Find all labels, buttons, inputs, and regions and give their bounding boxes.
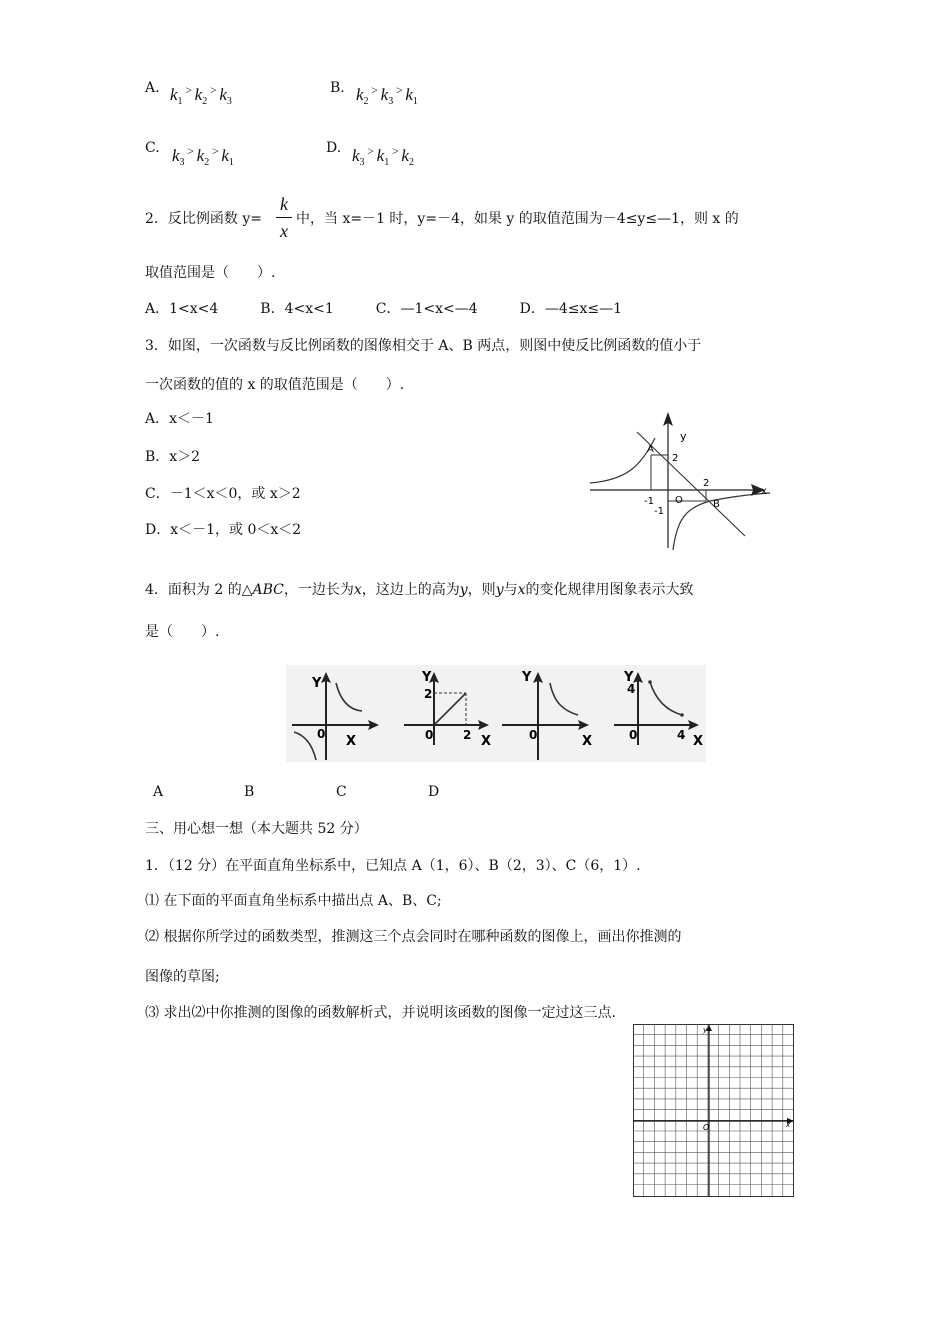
q2-lead: 2．反比例函数 y=	[145, 211, 262, 227]
q4-d-four-x: 4	[677, 728, 686, 742]
q3-option-d: D．x＜－1，或 0＜x＜2	[145, 522, 302, 538]
s3-problem-1-part-3: ⑶ 求出⑵中你推测的图像的函数解析式，并说明该函数的图像一定过这三点.	[145, 1005, 616, 1021]
q3-fig-tick-2y: 2	[672, 453, 679, 464]
q3-fig-x-label: x	[761, 486, 767, 497]
q3-fig-tick-m1x: -1	[644, 496, 654, 507]
q4-b-X: X	[481, 734, 492, 749]
q4-c-X: X	[582, 734, 593, 749]
grid-y-label: y	[703, 1026, 708, 1034]
q4-choice-c: C	[336, 784, 347, 800]
q3-option-a: A．x＜－1	[145, 411, 214, 427]
q3-fig-tick-2x: 2	[703, 478, 710, 489]
q4-d-X: X	[693, 734, 704, 749]
q3-line2: 一次函数的值的 x 的取值范围是（ ）.	[145, 377, 405, 393]
grid-origin: O	[703, 1123, 710, 1132]
q4-choice-b: B	[244, 784, 255, 800]
q4-line2: 是（ ）.	[145, 624, 220, 640]
q4-b-zero: 0	[425, 728, 434, 742]
q1-option-d-label: D.	[326, 140, 342, 156]
q4-line1: 4．面积为 2 的△ABC，一边长为x，这边上的高为y，则y与x的变化规律用图象表示大致	[145, 582, 694, 598]
q4-c-zero: 0	[529, 728, 538, 742]
q3-fig-origin: O	[675, 495, 683, 506]
q4-choice-d: D	[428, 784, 440, 800]
q1-option-c-expr: $k_3^>$ $k_2^>$ $k_1$	[172, 144, 234, 168]
q2-frac-denominator: x	[280, 221, 288, 241]
section-3-heading: 三、用心想一想（本大题共 52 分）	[145, 821, 368, 837]
q1-option-a-expr: $k_1^>$ $k_2^>$ $k_3$	[170, 83, 232, 107]
q4-c-Y: Y	[522, 670, 532, 685]
q2-frac-numerator: k	[280, 194, 288, 214]
q2-line2: 取值范围是（ ）.	[145, 265, 276, 281]
q4-choice-a: A	[153, 784, 164, 800]
q4-a-X: X	[346, 734, 357, 749]
s3-problem-1-part-2b: 图像的草图;	[145, 969, 220, 985]
s3-problem-1-part-1: ⑴ 在下面的平面直角坐标系中描出点 A、B、C;	[145, 893, 442, 909]
q3-line1: 3．如图，一次函数与反比例函数的图像相交于 A、B 两点，则图中使反比例函数的值小于	[145, 338, 702, 354]
q1-option-d-expr: $k_3^>$ $k_1^>$ $k_2$	[352, 144, 414, 168]
q4-b-Y: Y	[422, 670, 432, 685]
q3-fig-y-label: y	[680, 430, 687, 443]
fraction-bar	[276, 217, 292, 218]
s3-problem-1: 1．（12 分）在平面直角坐标系中，已知点 A（1，6）、B（2，3）、C（6，1）.	[145, 858, 641, 874]
q3-option-b: B．x＞2	[145, 449, 201, 465]
q3-fig-point-a: A	[647, 444, 654, 455]
q4-b-two-x: 2	[463, 728, 472, 742]
grid-x-label: x	[786, 1121, 791, 1129]
coordinate-grid	[633, 1024, 795, 1197]
q4-d-zero: 0	[629, 728, 638, 742]
q4-d-four-y: 4	[627, 682, 636, 696]
q3-graph	[585, 410, 785, 555]
q3-fig-tick-m1y: -1	[654, 506, 664, 517]
q4-d-Y: Y	[624, 670, 634, 685]
q1-option-c-label: C.	[145, 140, 160, 156]
q4-b-two-y: 2	[424, 687, 433, 701]
q1-option-b-expr: $k_2^>$ $k_3^>$ $k_1$	[356, 83, 418, 107]
q3-fig-point-b: B	[713, 499, 720, 510]
q2-text: 中，当 x=－1 时，y=－4，如果 y 的取值范围为－4≤y≤—1，则 x 的	[296, 211, 739, 227]
q4-graphs	[286, 665, 706, 762]
q4-a-Y: Y	[312, 676, 322, 691]
q1-option-b-label: B.	[330, 80, 345, 96]
q3-option-c: C．－1＜x＜0，或 x＞2	[145, 486, 301, 502]
s3-problem-1-part-2: ⑵ 根据你所学过的函数类型，推测这三个点会同时在哪种函数的图像上，画出你推测的	[145, 929, 682, 945]
q4-a-zero: 0	[317, 727, 326, 741]
q2-options: A．1<x<4 B．4<x<1 C．—1<x<—4 D．—4≤x≤—1	[145, 301, 623, 317]
q1-option-a-label: A.	[145, 80, 160, 96]
